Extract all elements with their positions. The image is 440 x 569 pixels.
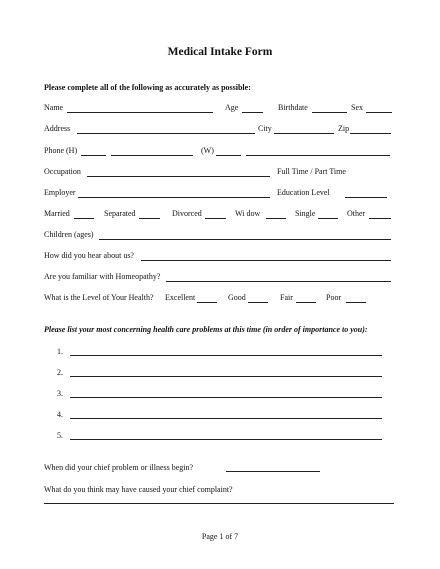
- excellent-label: Excellent: [165, 293, 196, 302]
- problem-number: 1.: [57, 347, 63, 356]
- problem-number: 4.: [57, 410, 63, 419]
- zip-field[interactable]: [350, 133, 391, 134]
- form-instruction: Please complete all of the following as accurately as possible:: [44, 83, 251, 92]
- problems-heading: Please list your most concerning health care problems at this time (in order of importance to you):: [44, 325, 368, 334]
- chief-begin-label: When did your chief problem or illness begin?: [44, 463, 194, 472]
- problem-1-field[interactable]: [70, 355, 382, 356]
- birthdate-field[interactable]: [312, 112, 347, 113]
- married-field[interactable]: [74, 218, 94, 219]
- fair-field[interactable]: [296, 302, 316, 303]
- homeopathy-label: Are you familiar with Homeopathy?: [44, 272, 161, 281]
- other-field[interactable]: [369, 218, 391, 219]
- divorced-field[interactable]: [205, 218, 226, 219]
- widow-label: Wi dow: [235, 209, 261, 218]
- problem-4-field[interactable]: [70, 418, 382, 419]
- address-field[interactable]: [77, 133, 255, 134]
- problem-2-field[interactable]: [70, 376, 382, 377]
- page-number: Page 1 of 7: [201, 532, 239, 541]
- phone-home-number-field[interactable]: [111, 155, 193, 156]
- chief-cause-label: What do you think may have caused your chief complaint?: [44, 485, 233, 494]
- sex-field[interactable]: [366, 112, 392, 113]
- hear-about-field[interactable]: [141, 260, 391, 261]
- problem-3-field[interactable]: [70, 397, 382, 398]
- children-field[interactable]: [99, 239, 391, 240]
- widow-field[interactable]: [266, 218, 286, 219]
- occupation-field[interactable]: [87, 176, 270, 177]
- occupation-label: Occupation: [44, 167, 81, 176]
- age-label: Age: [225, 103, 239, 112]
- separated-label: Separated: [104, 209, 136, 218]
- hear-about-label: How did you hear about us?: [44, 251, 134, 260]
- other-label: Other: [347, 209, 366, 218]
- problem-5-field[interactable]: [70, 439, 382, 440]
- divorced-label: Divorced: [172, 209, 202, 218]
- single-field[interactable]: [318, 218, 338, 219]
- problem-number: 2.: [57, 368, 63, 377]
- education-level-field[interactable]: [345, 197, 387, 198]
- employment-type-label: Full Time / Part Time: [277, 167, 346, 176]
- separated-field[interactable]: [139, 218, 160, 219]
- employer-field[interactable]: [78, 197, 270, 198]
- phone-work-area-field[interactable]: [216, 155, 241, 156]
- poor-field[interactable]: [346, 302, 366, 303]
- birthdate-label: Birthdate: [278, 103, 308, 112]
- health-level-label: What is the Level of Your Health?: [44, 293, 154, 302]
- sex-label: Sex: [351, 103, 363, 112]
- name-field[interactable]: [67, 112, 213, 113]
- married-label: Married: [44, 209, 70, 218]
- zip-label: Zip: [338, 124, 350, 133]
- good-label: Good: [228, 293, 246, 302]
- poor-label: Poor: [326, 293, 342, 302]
- chief-begin-field[interactable]: [226, 471, 320, 472]
- homeopathy-field[interactable]: [166, 281, 391, 282]
- chief-cause-field[interactable]: [44, 503, 394, 504]
- phone-work-number-field[interactable]: [246, 155, 390, 156]
- name-label: Name: [44, 103, 64, 112]
- phone-home-area-field[interactable]: [81, 155, 106, 156]
- problem-number: 5.: [57, 431, 63, 440]
- employer-label: Employer: [44, 188, 76, 197]
- single-label: Single: [295, 209, 316, 218]
- phone-home-label: Phone (H): [44, 146, 78, 155]
- phone-work-label: (W): [201, 146, 214, 155]
- address-label: Address: [44, 124, 71, 133]
- problem-number: 3.: [57, 389, 63, 398]
- fair-label: Fair: [280, 293, 293, 302]
- city-label: City: [258, 124, 272, 133]
- city-field[interactable]: [274, 133, 334, 134]
- education-level-label: Education Level: [277, 188, 330, 197]
- age-field[interactable]: [242, 112, 263, 113]
- page-title: Medical Intake Form: [167, 46, 273, 58]
- good-field[interactable]: [248, 302, 268, 303]
- excellent-field[interactable]: [197, 302, 217, 303]
- children-label: Children (ages): [44, 230, 94, 239]
